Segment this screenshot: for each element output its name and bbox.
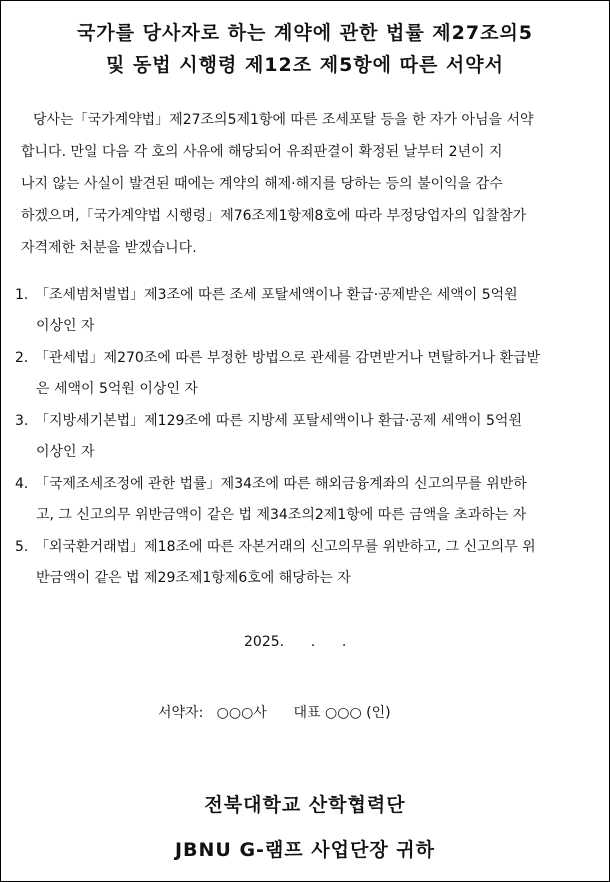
clause-item — [15, 343, 599, 405]
clause-item — [15, 280, 599, 342]
clause-number: 2. — [15, 350, 29, 366]
clause-item — [15, 532, 599, 594]
recipient-title: JBNU G-램프 사업단장 귀하 — [174, 839, 436, 861]
clause-text: 「외국환거래법」제18조에 따른 자본거래의 신고의무를 위반하고, 그 신고의무 위 — [35, 539, 536, 555]
clause-number: 3. — [15, 413, 29, 429]
clause-text: 고, 그 신고의무 위반금액이 같은 법 제34조의2제1항에 따른 금액을 초과하는 자 — [36, 507, 527, 523]
intro-line: 당사는「국가계약법」제27조의5제1항에 따른 조세포탈 등을 한 자가 아님을 서약 — [33, 112, 534, 128]
recipient-organization: 전북대학교 산학협력단 — [204, 794, 406, 816]
intro-line: 합니다. 만일 다음 각 호의 사유에 해당되어 유죄판결이 확정된 날부터 2년이 지 — [21, 144, 503, 160]
clause-number: 4. — [15, 476, 29, 492]
clause-text: 이상인 자 — [36, 444, 95, 460]
clause-item — [15, 469, 599, 531]
intro-line: 나지 않는 사실이 발견된 때에는 계약의 해제·해지를 당하는 등의 불이익을 감수 — [21, 176, 503, 192]
signature-line: 서약자: ○○○사 대표 ○○○ (인) — [158, 705, 391, 721]
document-title-line-1: 국가를 당사자로 하는 계약에 관한 법률 제27조의5 — [76, 22, 534, 44]
intro-paragraph — [21, 104, 597, 264]
clause-text: 「국제조세조정에 관한 법률」제34조에 따른 해외금융계좌의 신고의무를 위반하 — [35, 476, 527, 492]
intro-line: 자격제한 처분을 받겠습니다. — [21, 240, 197, 256]
clause-text: 이상인 자 — [36, 318, 95, 334]
clause-text: 「관세법」제270조에 따른 부정한 방법으로 관세를 감면받거나 면탈하거나 환급받 — [35, 350, 541, 366]
clause-item — [15, 406, 599, 468]
clause-list — [15, 280, 599, 595]
clause-number: 1. — [15, 287, 29, 303]
clause-text: 「조세범처벌법」제3조에 따른 조세 포탈세액이나 환급·공제받은 세액이 5억원 — [35, 287, 518, 303]
document-title-line-2: 및 동법 시행령 제12조 제5항에 따른 서약서 — [105, 54, 504, 76]
clause-text: 반금액이 같은 법 제29조제1항제6호에 해당하는 자 — [36, 570, 351, 586]
clause-text: 「지방세기본법」제129조에 따른 지방세 포탈세액이나 환급·공제 세액이 5억원 — [35, 413, 522, 429]
pledge-date: 2025. . . — [244, 634, 347, 650]
clause-text: 은 세액이 5억원 이상인 자 — [36, 381, 198, 397]
clause-number: 5. — [15, 539, 29, 555]
intro-line: 하겠으며,「국가계약법 시행령」제76조제1항제8호에 따라 부정당업자의 입찰참가 — [21, 208, 527, 224]
